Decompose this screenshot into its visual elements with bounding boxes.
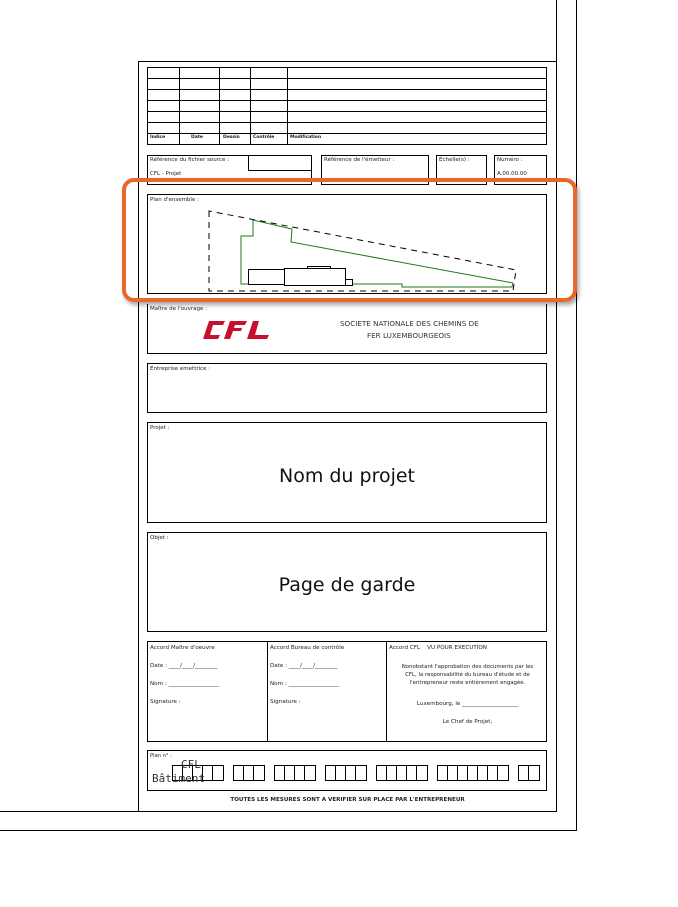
approvals-divider-2 (386, 642, 387, 741)
revision-header-modification: Modification (290, 135, 321, 140)
plan-number-char-box[interactable] (234, 766, 244, 780)
company-name-line1: SOCIETE NATIONALE DES CHEMINS DE (340, 319, 479, 328)
issuing-company-label: Entreprise emettrice : (150, 366, 211, 372)
plan-number-char-box[interactable] (468, 766, 478, 780)
owner-label: Maître de l'ouvrage : (150, 306, 207, 312)
issuing-company-box (147, 363, 547, 413)
cfl-approval-text (387, 663, 548, 687)
cfl-approval-text-line2: CFL, la responsabilité du bureau d'étude et de (405, 672, 530, 678)
plan-number-overlay-line1: CFL (181, 758, 201, 771)
site-plan-highlight (122, 178, 577, 302)
measurement-notice: TOUTES LES MESURES SONT A VERIFIER SUR PLACE PAR L'ENTREPRENEUR (230, 797, 465, 803)
project-name: Nom du projet (278, 465, 416, 487)
approvals-box (147, 641, 547, 742)
plan-number-char-box[interactable] (498, 766, 508, 780)
cfl-logo (203, 321, 271, 339)
moe-approval-date: Date : ____/____/________ (150, 663, 218, 669)
plan-number-label: Plan n° : (150, 753, 172, 759)
plan-number-char-box[interactable] (377, 766, 387, 780)
cfl-approval-title: Accord CFL VU POUR EXECUTION (389, 645, 487, 651)
number-label: Numéro : (497, 157, 523, 163)
source-file-reference-label: Référence du fichier source : (150, 157, 229, 163)
plan-number-char-box[interactable] (407, 766, 417, 780)
cfl-approval-place: Luxembourg, le ____________________ (416, 701, 519, 707)
plan-number-group (518, 765, 540, 781)
bureau-approval-name: Nom : __________________ (270, 681, 339, 687)
plan-number-group (325, 765, 367, 781)
project-label: Projet : (150, 425, 170, 431)
plan-number-char-box[interactable] (448, 766, 458, 780)
plan-number-char-box[interactable] (213, 766, 223, 780)
cfl-approval-text-line1: Nonobstant l'approbation des documents par les (401, 664, 534, 670)
plan-number-char-box[interactable] (275, 766, 285, 780)
plan-number-char-box[interactable] (346, 766, 356, 780)
plan-number-group (437, 765, 509, 781)
plan-number-char-box[interactable] (295, 766, 305, 780)
plan-number-char-box[interactable] (529, 766, 539, 780)
owner-box (147, 304, 547, 354)
number-value: A.00.00.00 (497, 171, 527, 177)
plan-number-char-box[interactable] (397, 766, 407, 780)
revision-header-date: Date (191, 135, 203, 140)
plan-number-char-box[interactable] (356, 766, 366, 780)
bureau-approval-signature: Signature : (270, 699, 301, 705)
moe-approval-signature: Signature : (150, 699, 181, 705)
plan-number-char-box[interactable] (305, 766, 315, 780)
plan-number-group (233, 765, 265, 781)
plan-number-char-box[interactable] (387, 766, 397, 780)
cfl-approval-text-line3: l'entrepreneur reste entièrement engagée. (409, 680, 526, 686)
plan-number-overlay-line2: Bâtiment (152, 772, 205, 785)
issuer-reference-label: Référence de l'émetteur : (324, 157, 395, 163)
scale-label: Echelle(s) : (439, 157, 470, 163)
object-name: Page de garde (278, 574, 416, 596)
plan-number-group (274, 765, 316, 781)
plan-number-char-box[interactable] (285, 766, 295, 780)
plan-number-char-box[interactable] (244, 766, 254, 780)
revision-header-indice: Indice (150, 135, 166, 140)
plan-number-char-box[interactable] (254, 766, 264, 780)
plan-number-char-box[interactable] (438, 766, 448, 780)
plan-number-char-box[interactable] (336, 766, 346, 780)
revision-header-controle: Contrôle (253, 135, 275, 140)
plan-number-char-box[interactable] (478, 766, 488, 780)
approvals-divider-1 (267, 642, 268, 741)
object-label: Objet : (150, 535, 169, 541)
site-plan-label: Plan d'ensemble : (150, 197, 199, 203)
project-box (147, 422, 547, 523)
source-file-reference-value: CFL - Projet (150, 171, 182, 177)
plan-number-box (147, 750, 547, 791)
plan-number-char-box[interactable] (458, 766, 468, 780)
plan-number-group (376, 765, 428, 781)
cfl-approval-signatory: Le Chef de Projet, (442, 719, 493, 725)
revision-header-dessin: Dessin (223, 135, 240, 140)
bureau-approval-date: Date : ____/____/________ (270, 663, 338, 669)
plan-number-char-box[interactable] (519, 766, 529, 780)
bureau-approval-title: Accord Bureau de contrôle (270, 645, 345, 651)
plan-number-char-box[interactable] (488, 766, 498, 780)
plan-number-fields (172, 765, 549, 781)
moe-approval-name: Nom : __________________ (150, 681, 219, 687)
object-box (147, 532, 547, 632)
plan-number-char-box[interactable] (417, 766, 427, 780)
company-name-line2: FER LUXEMBOURGEOIS (367, 331, 451, 340)
moe-approval-title: Accord Maître d'oeuvre (150, 645, 215, 651)
plan-number-char-box[interactable] (326, 766, 336, 780)
